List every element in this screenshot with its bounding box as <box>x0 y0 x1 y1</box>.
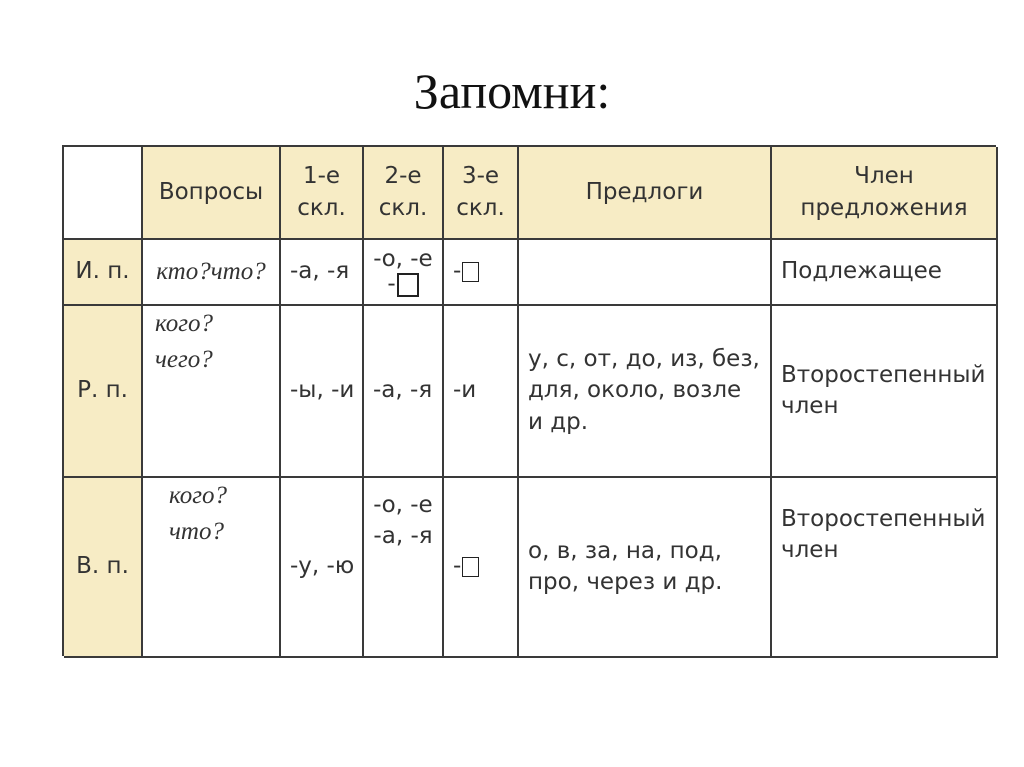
decl3-accusative <box>444 478 519 658</box>
preposition-line: у, с, от, до, из, без, <box>528 346 760 373</box>
zero-ending-dash: - <box>453 258 462 285</box>
member-line: член <box>781 537 839 564</box>
header-decl2-line2: скл. <box>378 194 428 221</box>
decl3-nominative <box>444 240 519 306</box>
header-decl2 <box>364 147 444 240</box>
question-line: кого? <box>155 310 213 337</box>
decl3-genitive: -и <box>444 306 519 478</box>
questions-genitive <box>143 306 281 478</box>
member-line: член <box>781 393 839 419</box>
zero-ending-box-icon <box>462 557 479 577</box>
zero-ending-box-icon <box>462 262 479 282</box>
header-decl1-line1: 1-е <box>302 163 341 190</box>
ending-line: -о, -е <box>373 245 433 272</box>
case-label-accusative: В. п. <box>64 478 143 658</box>
zero-ending-dash: - <box>453 553 462 580</box>
member-genitive <box>772 306 998 478</box>
header-member-line2: предложения <box>800 194 968 221</box>
prepositions-nominative <box>519 240 772 306</box>
case-label-genitive: Р. п. <box>64 306 143 478</box>
member-line: Второстепенный <box>781 361 986 388</box>
zero-ending <box>453 551 479 582</box>
prepositions-genitive <box>519 306 772 478</box>
question-line: что? <box>169 518 224 546</box>
header-decl3-line2: скл. <box>456 194 505 221</box>
prepositions-accusative <box>519 478 772 658</box>
zero-ending <box>453 256 479 287</box>
questions-nominative <box>143 240 281 306</box>
ending-line: -о, -е <box>373 492 433 518</box>
question-line: чего? <box>155 346 213 374</box>
decl1-nominative: -а, -я <box>281 240 364 306</box>
questions-accusative <box>143 478 281 658</box>
member-line: Подлежащее <box>781 258 942 285</box>
header-decl1 <box>281 147 364 240</box>
decl2-nominative <box>364 240 444 306</box>
page-title: Запомни: <box>413 63 611 119</box>
preposition-line: о, в, за, на, под, <box>528 537 722 564</box>
zero-ending-dash: - <box>387 271 396 297</box>
member-nominative <box>772 240 998 306</box>
zero-ending <box>387 272 418 297</box>
header-questions: Вопросы <box>143 147 281 240</box>
member-accusative <box>772 478 998 658</box>
header-member-line1: Член <box>854 163 914 190</box>
decl2-accusative <box>364 478 444 658</box>
header-decl1-line2: скл. <box>297 194 346 221</box>
declension-table <box>62 145 996 656</box>
decl2-genitive <box>364 306 444 478</box>
header-decl3-line1: 3-е <box>461 163 500 190</box>
ending-line: -а, -я <box>373 377 433 404</box>
preposition-line: для, около, возле <box>528 377 742 404</box>
member-line: Второстепенный <box>781 506 986 532</box>
question-line: кого? <box>169 482 227 509</box>
zero-ending-box-icon <box>397 273 419 297</box>
preposition-line: про, через и др. <box>528 569 723 595</box>
decl1-accusative: -у, -ю <box>281 478 364 658</box>
decl1-genitive: -ы, -и <box>281 306 364 478</box>
header-decl3 <box>444 147 519 240</box>
header-member <box>772 147 998 240</box>
case-label-nominative: И. п. <box>64 240 143 306</box>
corner-cell <box>64 147 143 240</box>
header-decl2-line1: 2-е <box>384 163 422 190</box>
ending-line: -а, -я <box>373 523 433 550</box>
preposition-line: и др. <box>528 408 589 435</box>
question-line: кто?что? <box>156 257 266 285</box>
header-prepositions: Предлоги <box>519 147 772 240</box>
